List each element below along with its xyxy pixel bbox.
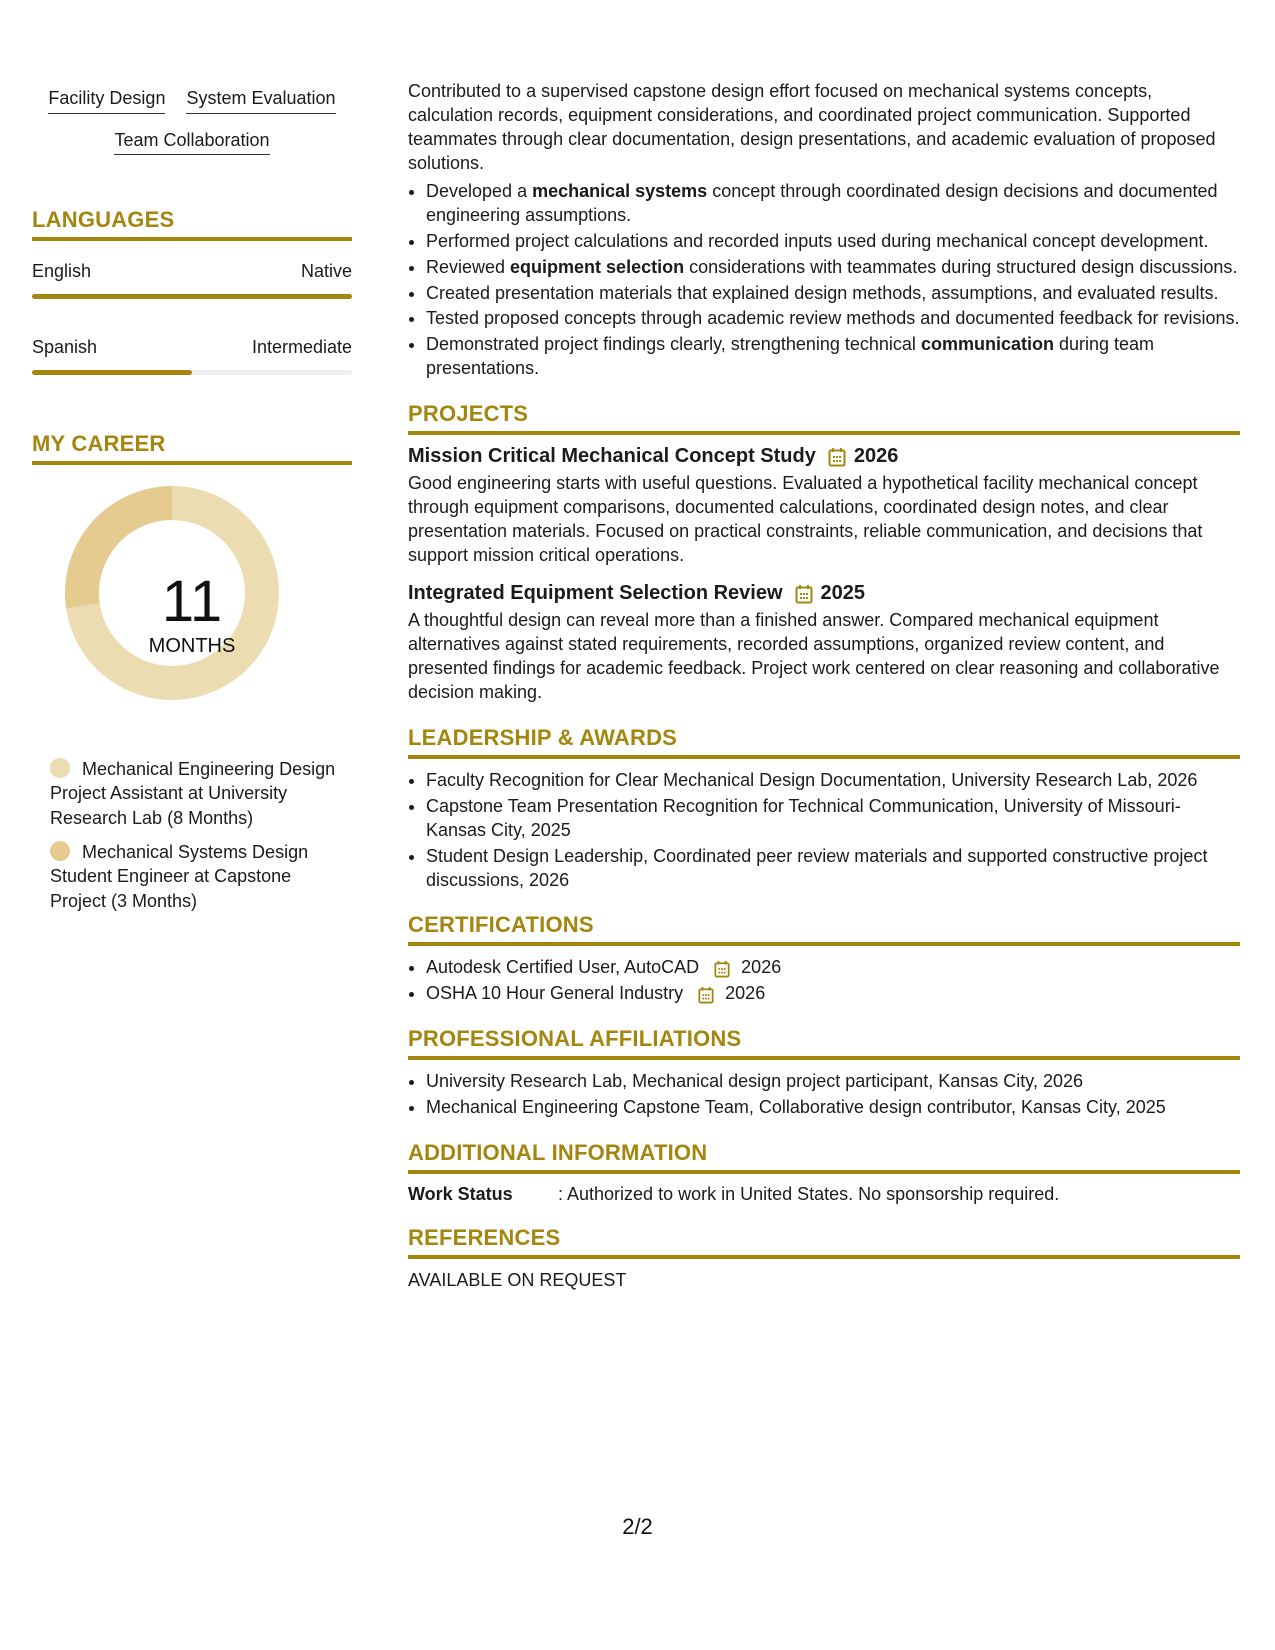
project-description: A thoughtful design can reveal more than a finished answer. Compared mechanical equipment alternatives against stated requirements, recorded assumptions, organized review content, and presented findings for academic feedback. Project work centered on clear reasoning and collaborative decision making. bbox=[408, 610, 1220, 702]
career-donut bbox=[32, 485, 352, 745]
references-text: AVAILABLE ON REQUEST bbox=[408, 1270, 627, 1291]
additional-section bbox=[408, 1140, 1240, 1205]
calendar-icon bbox=[714, 960, 730, 978]
bullet-item: • Performed project calculations and recorded inputs used during mechanical concept development. bbox=[426, 230, 1240, 254]
affiliation-item: • Mechanical Engineering Capstone Team, Collaborative design contributor, Kansas City, 2025 bbox=[426, 1096, 1240, 1120]
calendar-icon bbox=[795, 584, 813, 604]
calendar-icon bbox=[828, 447, 846, 467]
affiliations-section bbox=[408, 1026, 1240, 1120]
bullet-item: • Created presentation materials that explained design methods, assumptions, and evaluated results. bbox=[426, 282, 1240, 306]
project-heading bbox=[408, 582, 1240, 605]
additional-row bbox=[408, 1184, 1240, 1205]
projects-title: PROJECTS bbox=[408, 401, 1240, 435]
certifications-section bbox=[408, 912, 1240, 1006]
project-name: Mission Critical Mechanical Concept Study bbox=[408, 445, 816, 468]
legend-item bbox=[50, 757, 340, 830]
career-total: 11 bbox=[161, 569, 223, 635]
certification-name: OSHA 10 Hour General Industry bbox=[426, 983, 684, 1004]
bullet-item: • Tested proposed concepts through academic review methods and documented feedback for revisions. bbox=[426, 307, 1240, 331]
projects-section bbox=[408, 401, 1240, 705]
language-row bbox=[32, 261, 352, 282]
certification-item bbox=[426, 956, 1240, 980]
page-number: 2/2 bbox=[622, 1514, 653, 1539]
certification-year: 2026 bbox=[725, 983, 766, 1004]
language-level: Native bbox=[300, 261, 352, 282]
leadership-item: • Faculty Recognition for Clear Mechanical Design Documentation, University Research Lab, 2026 bbox=[426, 769, 1240, 793]
additional-value: : Authorized to work in United States. No sponsorship required. bbox=[558, 1184, 1060, 1205]
additional-title: ADDITIONAL INFORMATION bbox=[408, 1140, 1240, 1174]
language-bar-fill bbox=[32, 294, 352, 299]
bullet-item: • Developed a mechanical systems concept through coordinated design decisions and documented engineering assumptions. bbox=[426, 180, 1240, 228]
leadership-item: • Capstone Team Presentation Recognition for Technical Communication, University of Missouri-Kansas City, 2025 bbox=[426, 795, 1240, 843]
additional-key: Work Status bbox=[408, 1184, 513, 1205]
language-level: Intermediate bbox=[251, 337, 352, 358]
project-name: Integrated Equipment Selection Review bbox=[408, 582, 783, 604]
affiliation-item: • University Research Lab, Mechanical design project participant, Kansas City, 2026 bbox=[426, 1070, 1240, 1094]
language-bar-fill bbox=[32, 370, 192, 375]
language-row bbox=[32, 337, 352, 358]
affiliations-list bbox=[408, 1070, 1240, 1120]
experience-bullets bbox=[408, 180, 1240, 382]
bullet-item: • Reviewed equipment selection considerations with teammates during structured design discussions. bbox=[426, 256, 1240, 280]
references-title: REFERENCES bbox=[408, 1225, 1240, 1259]
language-bar bbox=[32, 294, 352, 299]
left-column bbox=[32, 82, 352, 923]
career-unit: MONTHS bbox=[148, 635, 236, 658]
project-year: 2025 bbox=[820, 582, 866, 604]
affiliations-title: PROFESSIONAL AFFILIATIONS bbox=[408, 1026, 1240, 1060]
language-name: English bbox=[32, 261, 92, 282]
languages-section bbox=[32, 207, 352, 375]
bullet-item: • Demonstrated project findings clearly, strengthening technical communication during team presentations. bbox=[426, 333, 1240, 381]
certification-name: Autodesk Certified User, AutoCAD bbox=[426, 957, 700, 978]
project-year: 2026 bbox=[853, 445, 899, 468]
legend-dot bbox=[50, 841, 70, 861]
legend-label: Mechanical Engineering Design Project Assistant at University Research Lab (8 Months) bbox=[50, 759, 336, 828]
certifications-title: CERTIFICATIONS bbox=[408, 912, 1240, 946]
leadership-list bbox=[408, 769, 1240, 893]
project-description: Good engineering starts with useful questions. Evaluated a hypothetical facility mechanical concept through equipment comparisons, documented calculations, coordinated design notes, and clear presentation materials. Focused on practical constraints, reliable communication, and decisions that support mission critical operations. bbox=[408, 473, 1203, 566]
language-name: Spanish bbox=[32, 337, 98, 358]
career-section bbox=[32, 431, 352, 913]
legend-item bbox=[50, 840, 340, 913]
career-legend bbox=[50, 757, 340, 913]
career-title: MY CAREER bbox=[32, 431, 352, 465]
certification-year: 2026 bbox=[741, 957, 782, 978]
references-section bbox=[408, 1225, 1240, 1293]
legend-label: Mechanical Systems Design Student Engineer at Capstone Project (3 Months) bbox=[50, 842, 309, 911]
languages-title: LANGUAGES bbox=[32, 207, 352, 241]
leadership-title: LEADERSHIP & AWARDS bbox=[408, 725, 1240, 759]
language-bar bbox=[32, 370, 352, 375]
calendar-icon bbox=[698, 986, 714, 1004]
leadership-section bbox=[408, 725, 1240, 893]
skill-tag: Facility Design bbox=[48, 88, 165, 114]
skills-list bbox=[32, 82, 352, 165]
right-column bbox=[408, 80, 1240, 1293]
project-heading bbox=[408, 445, 1240, 468]
leadership-item: • Student Design Leadership, Coordinated peer review materials and supported constructive project discussions, 2026 bbox=[426, 845, 1240, 893]
legend-dot bbox=[50, 758, 70, 778]
experience-summary: Contributed to a supervised capstone design effort focused on mechanical systems concepts, calculation records, equipment considerations, and coordinated project communication. Supported teammates through clear documentation, design presentations, and academic evaluation of proposed solutions. bbox=[408, 81, 1216, 173]
certification-item bbox=[426, 982, 1240, 1006]
skill-tag: System Evaluation bbox=[186, 88, 335, 114]
skill-tag: Team Collaboration bbox=[114, 130, 269, 156]
certifications-list bbox=[408, 956, 1240, 1006]
